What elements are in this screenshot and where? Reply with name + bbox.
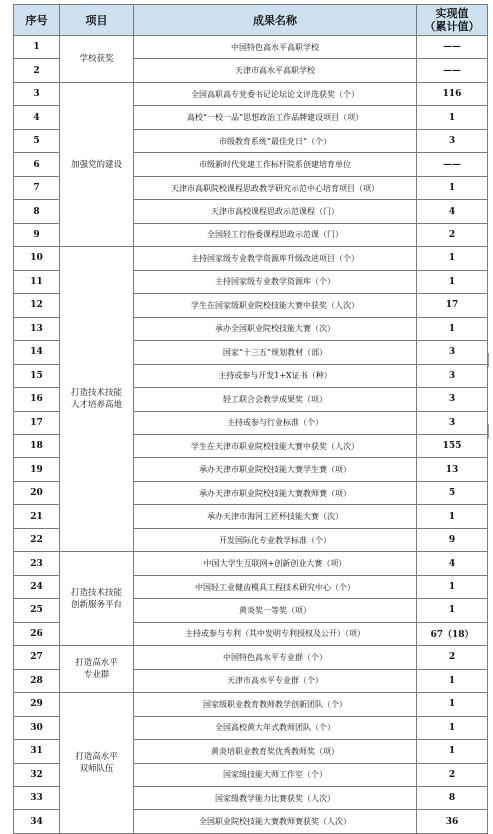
row-seq: 33 [14,787,60,810]
row-seq: 27 [14,646,60,669]
row-seq: 20 [14,481,60,504]
row-achievement-name: 国家级技能大师工作室（个） [134,763,417,786]
row-seq: 31 [14,740,60,763]
row-achievement-name: 全国轻工行指委课程思政示范课（门） [134,223,417,246]
category-cell [60,36,134,83]
row-seq: 19 [14,458,60,481]
row-achievement-name: 中国大学生互联网+创新创业大赛（项） [134,552,417,575]
row-achievement-name: 高校“一校一品”思想政治工作品牌建设项目（项） [134,106,417,129]
row-achievement-name: 中国特色高水平专业群（个） [134,646,417,669]
row-value: 1 [417,669,488,692]
row-achievement-name: 学生在国家级职业院校技能大赛中获奖（人次） [134,294,417,317]
row-achievement-name: 学生在天津市职业院校技能大赛中获奖（人次） [134,434,417,457]
row-value: —— [417,36,488,59]
row-seq: 16 [14,388,60,411]
row-achievement-name: 承办天津市职业院校技能大赛教师赛（项） [134,481,417,504]
page-edge-mark [488,424,493,438]
row-value: 9 [417,528,488,551]
row-value: 2 [417,646,488,669]
row-achievement-name: 中国特色高水平高职学校 [134,36,417,59]
row-seq: 9 [14,223,60,246]
category-label: 加强党的建设 [70,159,122,170]
row-value: 36 [417,810,488,833]
row-value: 67（18） [417,622,488,645]
row-achievement-name: 天津市高水平专业群（个） [134,669,417,692]
row-value: 1 [417,176,488,199]
row-value: 1 [417,716,488,739]
row-achievement-name: 承办天津市职业院校技能大赛学生赛（项） [134,458,417,481]
row-seq: 34 [14,810,60,833]
row-value: 1 [417,247,488,270]
row-value: 1 [417,693,488,716]
row-seq: 6 [14,153,60,176]
row-value: 2 [417,223,488,246]
row-achievement-name: 市级新时代党建工作标杆院系创建培育单位 [134,153,417,176]
row-value: 1 [417,317,488,340]
row-achievement-name: 市级教育系统“最佳党日”（个） [134,129,417,152]
row-value: 4 [417,200,488,223]
header-category: 项目 [60,5,134,36]
row-seq: 10 [14,247,60,270]
category-label: 创新服务平台 [70,599,122,610]
category-label: 人才培养高地 [70,400,122,411]
row-seq: 15 [14,364,60,387]
category-label: 打造技术技能 [70,388,122,399]
row-seq: 28 [14,669,60,692]
category-cell [60,82,134,246]
table-row [14,82,488,105]
row-value: 1 [417,575,488,598]
header-value [417,5,488,36]
row-value: 2 [417,763,488,786]
row-value: 3 [417,364,488,387]
row-seq: 26 [14,622,60,645]
row-value: 1 [417,599,488,622]
page-edge-mark [488,353,493,367]
category-cell [60,693,134,834]
table-row [14,247,488,270]
row-seq: 30 [14,716,60,739]
header-seq: 序号 [14,5,60,36]
row-achievement-name: 国家级教学能力比赛获奖（人次） [134,787,417,810]
category-label: 打造技术技能 [70,587,122,598]
row-seq: 2 [14,59,60,82]
row-seq: 7 [14,176,60,199]
row-achievement-name: 黄炎奖一等奖（项） [134,599,417,622]
row-value: —— [417,59,488,82]
row-achievement-name: 国家“十三五”规划教材（部） [134,341,417,364]
row-value: 1 [417,740,488,763]
row-value: 116 [417,82,488,105]
row-seq: 8 [14,200,60,223]
header-achievement: 成果名称 [134,5,417,36]
row-value: 1 [417,505,488,528]
row-seq: 4 [14,106,60,129]
row-achievement-name: 全国高职高专党委书记论坛论文评选获奖（个） [134,82,417,105]
row-seq: 29 [14,693,60,716]
row-achievement-name: 黄炎培职业教育奖优秀教师奖（项） [134,740,417,763]
row-value: 3 [417,388,488,411]
row-seq: 5 [14,129,60,152]
category-cell [60,552,134,646]
row-achievement-name: 天津市高水平高职学校 [134,59,417,82]
table-row [14,36,488,59]
row-seq: 24 [14,575,60,598]
row-achievement-name: 天津市高职院校课程思政教学研究示范中心培育项目（项） [134,176,417,199]
row-seq: 14 [14,341,60,364]
category-cell [60,247,134,552]
row-seq: 18 [14,434,60,457]
row-value: 13 [417,458,488,481]
category-label: 打造高水平 [75,658,118,669]
header-value-line1: 实现值 [435,7,469,20]
table-header-row [14,5,488,36]
row-value: 17 [417,294,488,317]
category-label: 双师队伍 [79,764,114,775]
row-achievement-name: 承办天津市海河工匠杯技能大赛（次） [134,505,417,528]
row-value: 3 [417,341,488,364]
row-achievement-name: 主持或参与专利（其中发明专利授权及公开）（项） [134,622,417,645]
row-seq: 22 [14,528,60,551]
row-achievement-name: 全国职业院校技能大赛教师赛获奖（人次） [134,810,417,833]
row-value: 155 [417,434,488,457]
row-value: 4 [417,552,488,575]
table-row [14,693,488,716]
row-seq: 1 [14,36,60,59]
row-achievement-name: 主持或参与行业标准（个） [134,411,417,434]
row-achievement-name: 开发国际化专业教学标准（个） [134,528,417,551]
row-seq: 17 [14,411,60,434]
row-achievement-name: 主持或参与开发1+X证书（种） [134,364,417,387]
row-value: 1 [417,270,488,293]
row-achievement-name: 中国轻工业健齿模具工程技术研究中心（个） [134,575,417,598]
row-achievement-name: 承办全国职业院校技能大赛（次） [134,317,417,340]
row-achievement-name: 天津市高校课程思政示范课程（门） [134,200,417,223]
row-seq: 13 [14,317,60,340]
row-value: 3 [417,129,488,152]
row-value: —— [417,153,488,176]
row-value: 3 [417,411,488,434]
row-seq: 21 [14,505,60,528]
row-achievement-name: 主持国家级专业教学资源库（个） [134,270,417,293]
row-achievement-name: 全国高校黄大年式教师团队（个） [134,716,417,739]
table-row [14,646,488,669]
row-value: 1 [417,106,488,129]
row-seq: 32 [14,763,60,786]
row-seq: 11 [14,270,60,293]
row-achievement-name: 主持国家级专业教学资源库升级改进项目（个） [134,247,417,270]
row-value: 5 [417,481,488,504]
category-label: 学校获奖 [79,53,114,64]
table-body [14,36,488,834]
table-row [14,552,488,575]
row-seq: 12 [14,294,60,317]
achievements-table [13,4,488,834]
row-seq: 3 [14,82,60,105]
row-seq: 23 [14,552,60,575]
category-label: 打造高水平 [75,752,118,763]
header-value-line2: （累计值） [424,20,480,33]
row-achievement-name: 轻工联合会教学成果奖（项） [134,388,417,411]
category-label: 专业群 [83,670,110,681]
row-value: 8 [417,787,488,810]
row-seq: 25 [14,599,60,622]
category-cell [60,646,134,693]
row-achievement-name: 国家级职业教育教师教学创新团队（个） [134,693,417,716]
